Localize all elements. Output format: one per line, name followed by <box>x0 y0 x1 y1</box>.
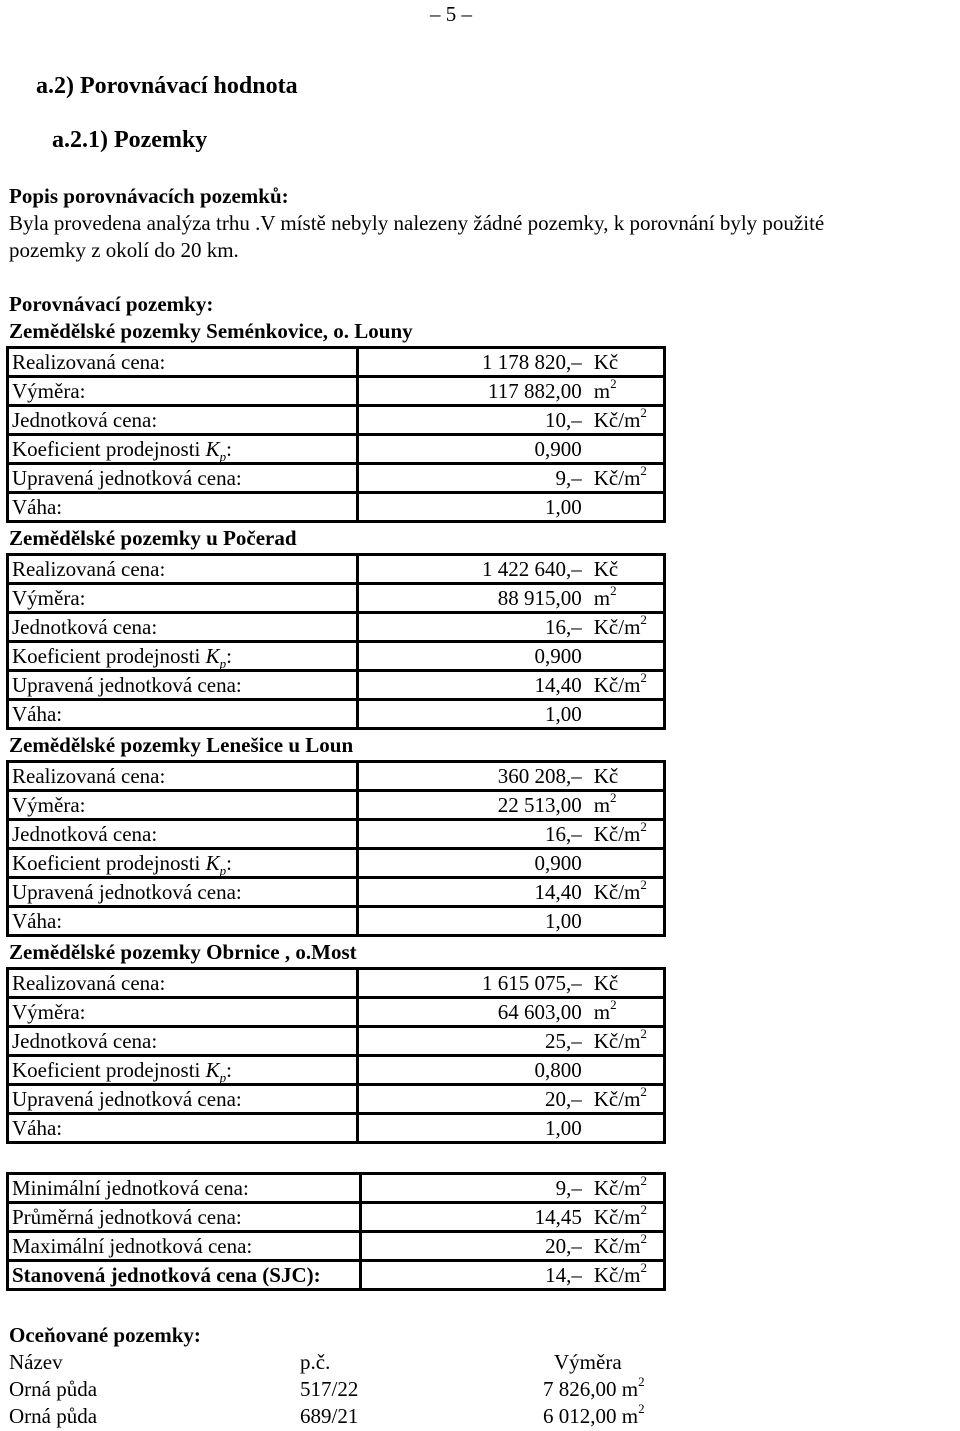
row-vymera: Výměra: 22 513,00 $m^2$ <box>8 791 665 820</box>
popis-text-line-1: Byla provedena analýza trhu .V místě nebyly nalezeny žádné pozemky, k porovnání byly použité <box>9 211 825 235</box>
row-vaha: Váha: 1,00 <box>8 907 665 936</box>
row-vaha: Váha: 1,00 <box>8 1114 665 1143</box>
ocenovane-header-row <box>9 1350 709 1377</box>
row-vymera: Výměra: 64 603,00 $m^2$ <box>8 998 665 1027</box>
ocenovane-row <box>9 1401 709 1431</box>
heading-porovnavaci-hodnota: a.2) Porovnávací hodnota <box>36 73 298 99</box>
ocenovane-title: Oceňované pozemky: <box>9 1323 201 1347</box>
row-realizovana-cena: Realizovaná cena: 360 208,– Kč <box>8 762 665 791</box>
comparable-2-title: Zemědělské pozemky u Počerad <box>9 526 297 550</box>
row-realizovana-cena: Realizovaná cena: 1 615 075,– Kč <box>8 969 665 998</box>
row-vaha: Váha: 1,00 <box>8 493 665 522</box>
row-jednotkova-cena: Jednotková cena: 25,– $Kč/m^2$ <box>8 1027 665 1056</box>
popis-text-line-2: pozemky z okolí do 20 km. <box>9 238 239 262</box>
row-koeficient: Koeficient prodejnosti $K_p$: 0,900 <box>8 435 665 464</box>
row-koeficient: Koeficient prodejnosti $K_p$: 0,900 <box>8 642 665 671</box>
header-pc: p.č. <box>300 1350 331 1374</box>
row-vymera: Výměra: 88 915,00 $m^2$ <box>8 584 665 613</box>
header-nazev: Název <box>9 1350 63 1374</box>
row-nazev: Orná půda <box>9 1404 98 1428</box>
comparable-1-title: Zemědělské pozemky Seménkovice, o. Louny <box>9 319 413 343</box>
comparable-3-table <box>6 760 666 937</box>
comparable-3-title: Zemědělské pozemky Lenešice u Loun <box>9 733 354 757</box>
row-jednotkova-cena: Jednotková cena: 16,– $Kč/m^2$ <box>8 820 665 849</box>
row-pc: 517/22 <box>300 1377 359 1401</box>
popis-title: Popis porovnávacích pozemků: <box>9 184 289 208</box>
row-realizovana-cena: Realizovaná cena: 1 422 640,– Kč <box>8 555 665 584</box>
porovnavaci-title: Porovnávací pozemky: <box>9 292 214 316</box>
row-upravena-cena: Upravená jednotková cena: 20,– $Kč/m^2$ <box>8 1085 665 1114</box>
row-koeficient: Koeficient prodejnosti $K_p$: 0,800 <box>8 1056 665 1085</box>
row-upravena-cena: Upravená jednotková cena: 14,40 $Kč/m^2$ <box>8 671 665 700</box>
header-vymera: Výměra <box>554 1350 622 1374</box>
row-koeficient: Koeficient prodejnosti $K_p$: 0,900 <box>8 849 665 878</box>
comparable-4-table <box>6 967 666 1144</box>
row-jednotkova-cena: Jednotková cena: 16,– $Kč/m^2$ <box>8 613 665 642</box>
ocenovane-row <box>9 1374 709 1404</box>
row-vymera: Výměra: 117 882,00 $m^2$ <box>8 377 665 406</box>
row-realizovana-cena: Realizovaná cena: 1 178 820,– Kč <box>8 348 665 377</box>
row-prumerna-cena: Průměrná jednotková cena: 14,45 $Kč/m^2$ <box>8 1203 665 1232</box>
page-number: – 5 – <box>430 2 472 26</box>
row-vymera: 6 012,00 $m^2$ <box>543 1401 645 1428</box>
row-jednotkova-cena: Jednotková cena: 10,– $Kč/m^2$ <box>8 406 665 435</box>
comparable-4-title: Zemědělské pozemky Obrnice , o.Most <box>9 940 357 964</box>
heading-pozemky: a.2.1) Pozemky <box>52 127 208 153</box>
row-vaha: Váha: 1,00 <box>8 700 665 729</box>
row-upravena-cena: Upravená jednotková cena: 9,– $Kč/m^2$ <box>8 464 665 493</box>
row-min-cena: Minimální jednotková cena: 9,– $Kč/m^2$ <box>8 1174 665 1203</box>
row-sjc: Stanovená jednotková cena (SJC): 14,– $Kč/m^2$ <box>8 1261 665 1290</box>
comparable-1-table <box>6 346 666 523</box>
row-upravena-cena: Upravená jednotková cena: 14,40 $Kč/m^2$ <box>8 878 665 907</box>
comparable-2-table <box>6 553 666 730</box>
row-vymera: 7 826,00 $m^2$ <box>543 1374 645 1401</box>
row-pc: 689/21 <box>300 1404 359 1428</box>
row-nazev: Orná půda <box>9 1377 98 1401</box>
summary-table <box>6 1172 666 1291</box>
row-max-cena: Maximální jednotková cena: 20,– $Kč/m^2$ <box>8 1232 665 1261</box>
